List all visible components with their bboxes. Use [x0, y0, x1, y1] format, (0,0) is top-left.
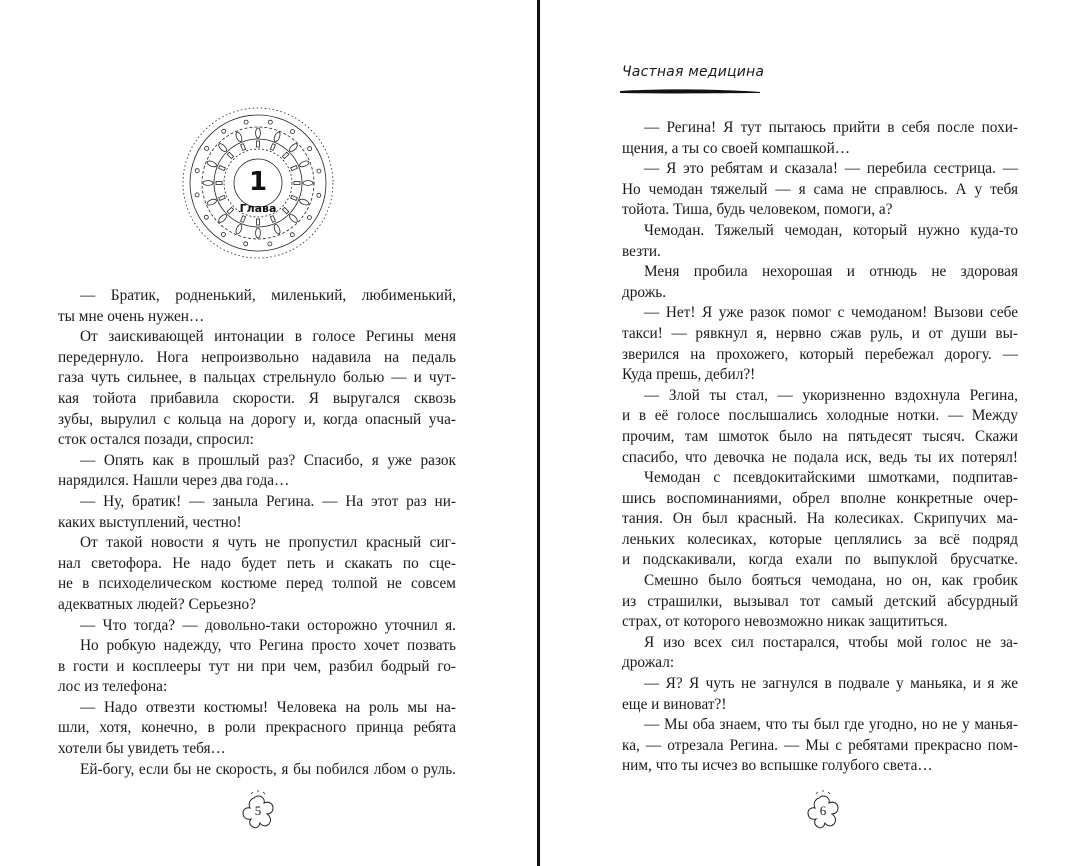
- text-line: — Я? Я чуть не загнулся в подвале у маньяка, и я же: [644, 675, 1018, 693]
- running-head-brush-rule: [620, 86, 760, 96]
- text-line: еще и виноват?!: [622, 695, 727, 713]
- text-line: нарядился. Нашли через два года…: [58, 472, 290, 490]
- text-line: леньких колесиках, которые цеплялись за всё подряд: [622, 530, 1018, 548]
- text-line: Смешно было бояться чемодана, но он, как гробик: [644, 572, 1018, 590]
- chapter-mandala-emblem: [181, 106, 335, 260]
- text-line: дрожь.: [622, 283, 667, 301]
- text-line: — Нет! Я уже разок помог с чемоданом! Вызови себе: [644, 304, 1018, 322]
- left-page: [0, 0, 537, 866]
- text-line: От такой новости я чуть не пропустил красный сиг-: [80, 534, 456, 552]
- chapter-number: 1: [248, 167, 268, 197]
- right-page: [540, 0, 1077, 866]
- page-number-badge-left: [236, 790, 280, 834]
- text-line: везти.: [622, 242, 661, 260]
- text-line: — Надо отвезти костюмы! Человека на роль мы на-: [80, 698, 456, 716]
- running-head-title: Частная медицина: [622, 64, 765, 80]
- text-line: не в психоделическом костюме перед толпой не совсем: [58, 575, 456, 593]
- text-line: спасибо, что девочка не подала иск, ведь ты их потерял!: [622, 448, 1018, 466]
- text-line: тойота. Тиша, будь человеком, помоги, а?: [622, 201, 893, 219]
- text-line: прочим, там шмоток было на пятьдесят тысяч. Скажи: [622, 427, 1018, 445]
- page-number: 6: [819, 803, 827, 818]
- text-line: Но робкую надежду, что Регина просто хочет позвать: [80, 637, 456, 655]
- text-line: ним, что ты исчез во вспышке голубого света…: [622, 757, 933, 775]
- text-line: сток остался позади, спросил:: [58, 431, 254, 449]
- chapter-label: Глава: [239, 202, 277, 215]
- text-line: каких выступлений, честно!: [58, 513, 242, 531]
- text-line: Куда прешь, дебил?!: [622, 366, 756, 384]
- text-line: шись воспоминаниями, обрел вполне конкретные очер-: [622, 489, 1018, 507]
- text-line: ты мне очень нужен…: [58, 307, 205, 325]
- text-line: шли, хотя, конечно, в роли прекрасного принца ребята: [58, 719, 456, 737]
- text-line: в гости и косплееры тут ни при чем, разбил бодрый го-: [58, 657, 456, 675]
- text-line: Чемодан. Тяжелый чемодан, который нужно куда-то: [644, 221, 1018, 239]
- text-line: зверился на прохожего, который перебежал дорогу. —: [622, 345, 1018, 363]
- left-page-body-text: [58, 286, 456, 780]
- right-page-body-text: [622, 118, 1018, 777]
- text-line: — Опять как в прошлый раз? Спасибо, я уже разок: [80, 451, 456, 469]
- text-line: из страшилки, вызывал тот самый детский абсурдный: [622, 592, 1018, 610]
- text-line: газа чуть сильнее, в пальцах стрельнуло болью — и чут-: [58, 369, 456, 387]
- text-line: — Ну, братик! — заныла Регина. — На этот раз ни-: [80, 492, 456, 510]
- text-line: Чемодан с псевдокитайскими шмотками, подпитав-: [644, 469, 1018, 487]
- text-line: — Я это ребятам и сказала! — перебила сестрица. —: [644, 160, 1018, 178]
- text-line: От заискивающей интонации в голосе Регины меня: [80, 328, 456, 346]
- text-line: хотели бы увидеть тебя…: [58, 740, 226, 758]
- text-line: Ей-богу, если бы не скорость, я бы побился лбом о руль.: [80, 760, 456, 778]
- text-line: и подскакивали, когда ехали по выпуклой брусчатке.: [622, 551, 1018, 569]
- text-line: — Братик, родненький, миленький, любименький,: [80, 287, 456, 304]
- text-line: Меня пробила нехорошая и отнюдь не здоровая: [644, 263, 1018, 281]
- text-line: такси! — рявкнул я, нервно сжав руль, и от души вы-: [622, 324, 1018, 342]
- text-line: дрожал:: [622, 654, 675, 672]
- text-line: адекватных людей? Серьезно?: [58, 595, 256, 613]
- text-line: тания. Он был красный. На колесиках. Скрипучих ма-: [622, 510, 1018, 528]
- text-line: — Что тогда? — довольно-таки осторожно уточнил я.: [80, 616, 456, 634]
- text-line: Я изо всех сил постарался, чтобы мой голос не за-: [644, 633, 1018, 651]
- text-line: лос из телефона:: [58, 678, 168, 696]
- page-number: 5: [254, 803, 262, 818]
- text-line: ка, — отрезала Регина. — Мы с ребятами прекрасно пом-: [622, 736, 1018, 754]
- page-number-badge-right: [801, 790, 845, 834]
- text-line: щения, а ты со своей компашкой…: [622, 139, 851, 157]
- text-line: — Регина! Я тут пытаюсь прийти в себя после похи-: [644, 119, 1018, 136]
- text-line: кая тойота прибавила скорости. Я выругался сквозь: [58, 389, 456, 407]
- text-line: — Злой ты стал, — укоризненно вздохнула Регина,: [644, 386, 1018, 404]
- text-line: страх, от которого невозможно никак защититься.: [622, 613, 948, 631]
- text-line: передернуло. Нога непроизвольно надавила на педаль: [58, 348, 456, 366]
- text-line: — Мы оба знаем, что ты был где угодно, но не у манья-: [644, 716, 1018, 734]
- text-line: нал светофора. Не надо будет петь и скакать по сце-: [58, 554, 456, 572]
- text-line: и в её голосе послышались холодные нотки. — Между: [622, 407, 1018, 425]
- text-line: зубы, вырулил с кольца на дорогу и, когда опасный уча-: [58, 410, 456, 428]
- text-line: Но чемодан тяжелый — я сама не справлюсь. А у тебя: [622, 180, 1018, 198]
